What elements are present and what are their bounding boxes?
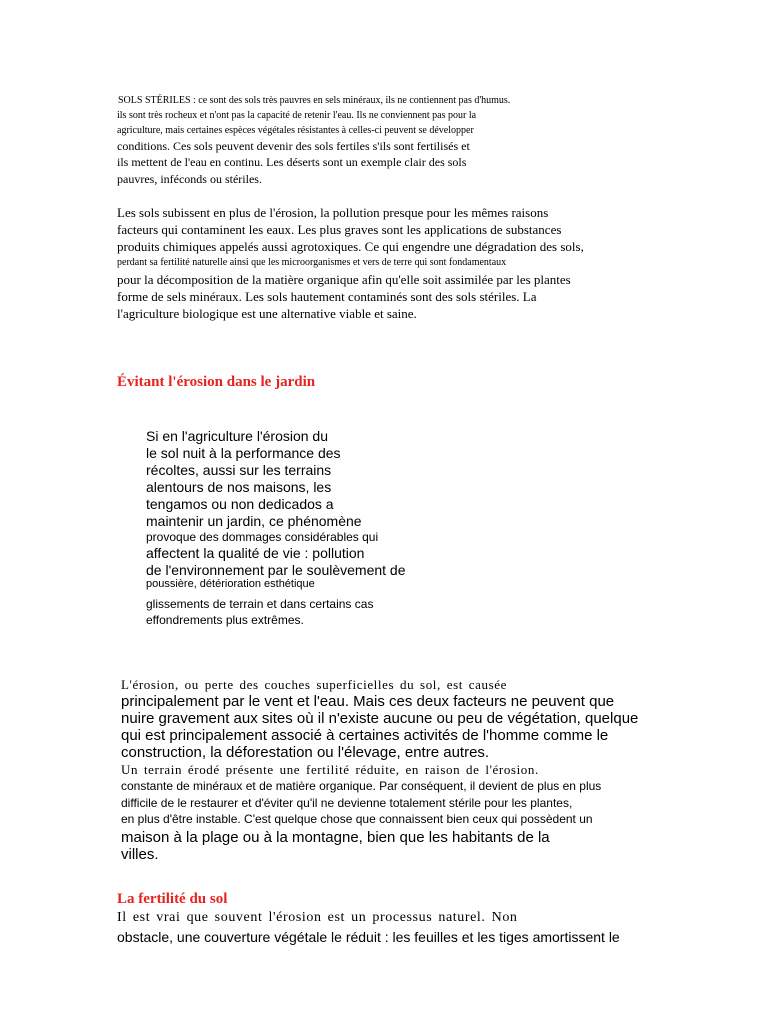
text-line: en plus d'être instable. C'est quelque chose que connaissent bien ceux qui possèdent un (121, 812, 593, 826)
text-line: récoltes, aussi sur les terrains (146, 462, 332, 478)
text-line: Il est vrai que souvent l'érosion est un processus naturel. Non (117, 910, 518, 925)
text-line: constante de minéraux et de matière organique. Par conséquent, il devient de plus en plus (121, 779, 602, 793)
text-line: produits chimiques appelés aussi agrotoxiques. Ce qui engendre une dégradation des sols, (117, 239, 584, 254)
text-line: Les sols subissent en plus de l'érosion, la pollution presque pour les mêmes raisons (117, 205, 549, 220)
text-line: villes. (121, 846, 159, 863)
text-line: maison à la plage ou à la montagne, bien que les habitants de la (121, 829, 550, 846)
text-line: pauvres, inféconds ou stériles. (117, 172, 262, 186)
text-line: difficile de le restaurer et d'éviter qu'il ne devienne totalement stérile pour les plantes, (121, 796, 573, 810)
text-line: glissements de terrain et dans certains cas (146, 597, 374, 611)
text-line: qui est principalement associé à certaines activités de l'homme comme le (121, 727, 609, 744)
text-line: agriculture, mais certaines espèces végétales résistantes à celles-ci peuvent se développer (117, 125, 474, 136)
text-line: conditions. Ces sols peuvent devenir des sols fertiles s'ils sont fertilisés et (117, 139, 470, 153)
text-line: perdant sa fertilité naturelle ainsi que les microorganismes et vers de terre qui sont fondamentaux (117, 257, 507, 268)
text-line: de l'environnement par le soulèvement de (146, 562, 406, 578)
text-line: le sol nuit à la performance des (146, 445, 341, 461)
text-line: maintenir un jardin, ce phénomène (146, 513, 362, 529)
text-line: ils mettent de l'eau en continu. Les déserts sont un exemple clair des sols (117, 155, 467, 169)
text-line: pour la décomposition de la matière organique afin qu'elle soit assimilée par les plantes (117, 272, 571, 287)
text-line: principalement par le vent et l'eau. Mais ces deux facteurs ne peuvent que (121, 693, 615, 710)
text-line: tengamos ou non dedicados a (146, 496, 334, 512)
text-line: L'érosion, ou perte des couches superficielles du sol, est causée (121, 677, 508, 692)
text-line: ils sont très rocheux et n'ont pas la capacité de retenir l'eau. Ils ne conviennent pas pour la (117, 110, 477, 121)
text-line: nuire gravement aux sites où il n'existe aucune ou peu de végétation, quelque (121, 710, 639, 727)
text-line: SOLS STÉRILES : ce sont des sols très pauvres en sels minéraux, ils ne contiennent pas d'humus. (118, 95, 511, 106)
section-heading-soil-fertility: La fertilité du sol (117, 891, 228, 907)
text-line: alentours de nos maisons, les (146, 479, 332, 495)
text-line: provoque des dommages considérables qui (146, 530, 379, 544)
text-line: poussière, détérioration esthétique (146, 578, 315, 590)
text-line: construction, la déforestation ou l'élevage, entre autres. (121, 744, 490, 761)
text-line: Si en l'agriculture l'érosion du (146, 428, 328, 444)
text-line: forme de sels minéraux. Les sols hautement contaminés sont des sols stériles. La (117, 289, 537, 304)
text-line: facteurs qui contaminent les eaux. Les plus graves sont les applications de substances (117, 222, 562, 237)
text-line: Un terrain érodé présente une fertilité réduite, en raison de l'érosion. (121, 762, 539, 777)
text-line: affectent la qualité de vie : pollution (146, 545, 365, 561)
text-line: obstacle, une couverture végétale le réduit : les feuilles et les tiges amortissent le (117, 929, 620, 945)
section-heading-erosion-garden: Évitant l'érosion dans le jardin (117, 374, 316, 390)
text-line: effondrements plus extrêmes. (146, 613, 304, 627)
text-line: l'agriculture biologique est une alternative viable et saine. (117, 306, 417, 321)
